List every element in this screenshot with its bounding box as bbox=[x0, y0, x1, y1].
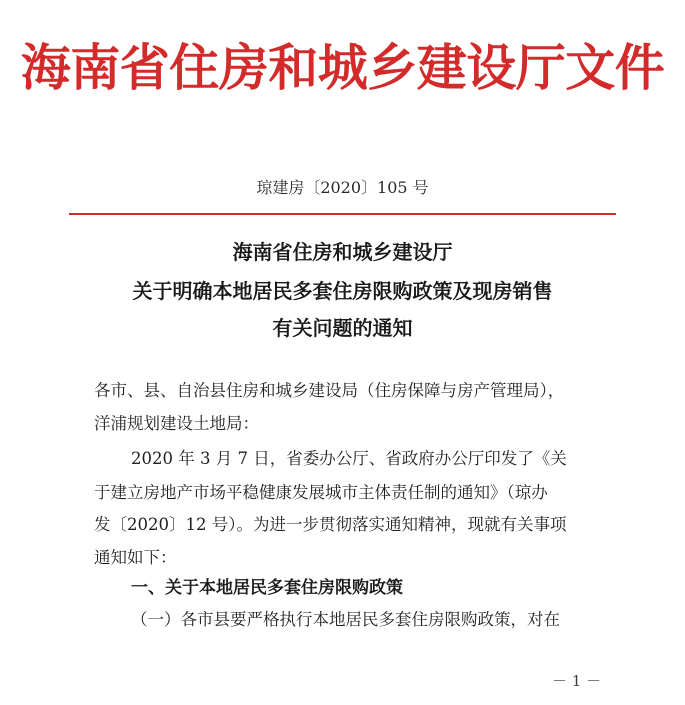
paragraph-line-4: 通知如下： bbox=[94, 548, 177, 567]
title-line-suffix: 有关问题的通知 bbox=[272, 316, 413, 340]
page-number: － 1 － bbox=[552, 672, 602, 690]
document-number: 琼建房〔2020〕105 号 bbox=[256, 178, 429, 197]
title-line-subject: 关于明确本地居民多套住房限购政策及现房销售 bbox=[132, 279, 553, 303]
title-line-issuer: 海南省住房和城乡建设厅 bbox=[232, 240, 453, 264]
document-masthead: 海南省住房和城乡建设厅文件 bbox=[20, 38, 665, 97]
paragraph-line-1: 2020 年 3 月 7 日，省委办公厅、省政府办公厅印发了《关 bbox=[131, 449, 567, 468]
red-divider-line bbox=[69, 213, 616, 215]
paragraph-line-3: 发〔2020〕12 号）。为进一步贯彻落实通知精神，现就有关事项 bbox=[94, 515, 567, 534]
subsection-line-1: （一）各市县要严格执行本地居民多套住房限购政策，对在 bbox=[131, 610, 560, 629]
paragraph-line-2: 于建立房地产市场平稳健康发展城市主体责任制的通知》（琼办 bbox=[94, 483, 548, 502]
recipients-line-2: 洋浦规划建设土地局： bbox=[94, 414, 259, 433]
recipients-line-1: 各市、县、自治县住房和城乡建设局（住房保障与房产管理局）， bbox=[94, 381, 565, 400]
section-heading: 一、关于本地居民多套住房限购政策 bbox=[131, 578, 403, 598]
